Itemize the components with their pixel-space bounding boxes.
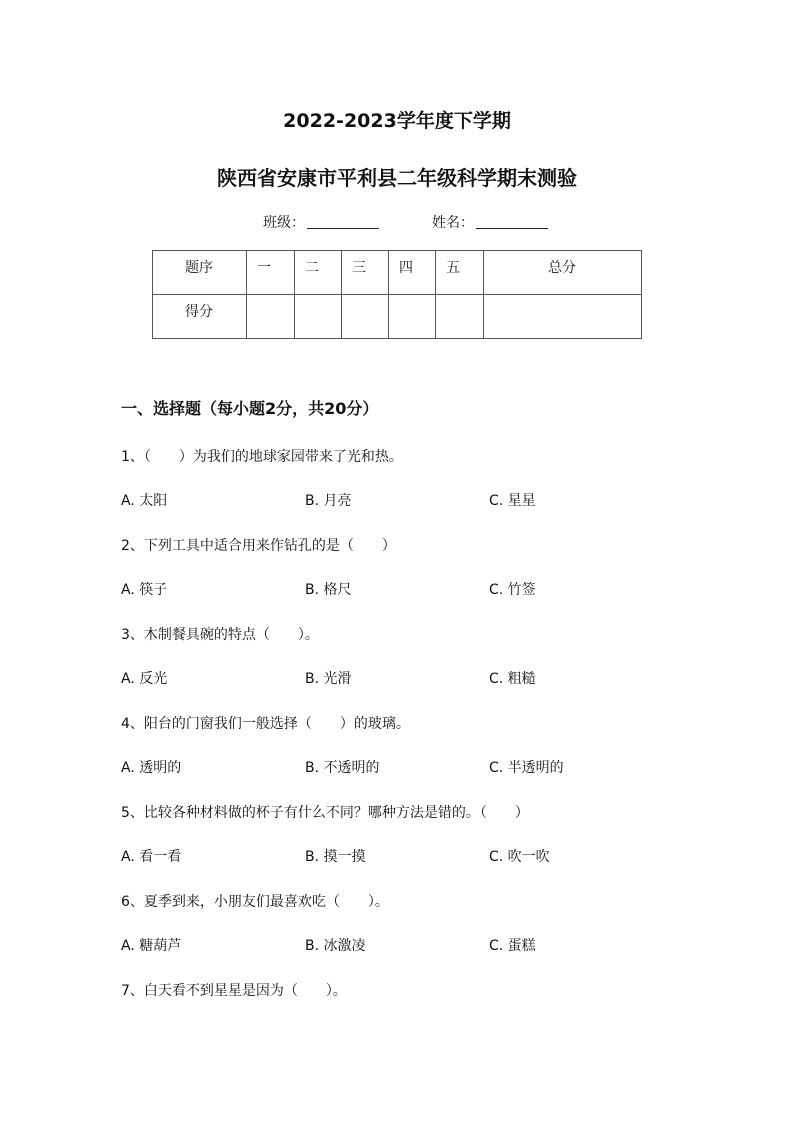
header-cell: 三 [342, 251, 389, 295]
header-cell: 一 [247, 251, 295, 295]
class-label: 班级： [263, 215, 305, 231]
question-text: 1、（ ）为我们的地球家园带来了光和热。 [121, 449, 403, 465]
option-a[interactable]: A. 透明的 [121, 760, 182, 776]
score-table-header-row [153, 251, 642, 295]
score-table-score-row [153, 295, 642, 339]
question-text: 7、白天看不到星星是因为（ ）。 [121, 983, 347, 999]
row-label-cell: 得分 [153, 295, 247, 339]
option-c[interactable]: C. 竹签 [489, 582, 536, 598]
option-c[interactable]: C. 粗糙 [489, 671, 536, 687]
option-c[interactable]: C. 蛋糕 [489, 938, 536, 954]
score-cell[interactable] [247, 295, 295, 339]
option-a[interactable]: A. 反光 [121, 671, 168, 687]
name-label: 姓名： [432, 215, 474, 231]
question-text: 5、比较各种材料做的杯子有什么不同？哪种方法是错的。（ ） [121, 805, 529, 821]
score-cell[interactable] [342, 295, 389, 339]
section-title: 一、选择题（每小题2分，共20分） [121, 399, 379, 418]
option-b[interactable]: B. 月亮 [305, 493, 352, 509]
name-field [432, 212, 548, 232]
exam-subtitle: 陕西省安康市平利县二年级科学期末测验 [217, 166, 577, 190]
option-a[interactable]: A. 看一看 [121, 849, 182, 865]
score-cell[interactable] [484, 295, 642, 339]
option-b[interactable]: B. 摸一摸 [305, 849, 366, 865]
score-cell[interactable] [389, 295, 436, 339]
option-c[interactable]: C. 半透明的 [489, 760, 564, 776]
score-table [152, 250, 642, 339]
option-b[interactable]: B. 格尺 [305, 582, 352, 598]
name-blank[interactable] [476, 214, 548, 229]
class-field [263, 212, 379, 232]
option-a[interactable]: A. 筷子 [121, 582, 168, 598]
class-blank[interactable] [307, 214, 379, 229]
option-b[interactable]: B. 不透明的 [305, 760, 380, 776]
option-c[interactable]: C. 星星 [489, 493, 536, 509]
option-a[interactable]: A. 糖葫芦 [121, 938, 182, 954]
header-cell: 总分 [484, 251, 642, 295]
header-cell: 题序 [153, 251, 247, 295]
question-text: 2、下列工具中适合用来作钻孔的是（ ） [121, 538, 396, 554]
score-cell[interactable] [295, 295, 342, 339]
header-cell: 五 [436, 251, 484, 295]
exam-title: 2022-2023学年度下学期 [283, 110, 511, 132]
question-text: 6、夏季到来，小朋友们最喜欢吃（ ）。 [121, 894, 389, 910]
header-cell: 二 [295, 251, 342, 295]
question-text: 4、阳台的门窗我们一般选择（ ）的玻璃。 [121, 716, 410, 732]
score-cell[interactable] [436, 295, 484, 339]
option-b[interactable]: B. 光滑 [305, 671, 352, 687]
option-b[interactable]: B. 冰激凌 [305, 938, 366, 954]
header-cell: 四 [389, 251, 436, 295]
option-a[interactable]: A. 太阳 [121, 493, 168, 509]
option-c[interactable]: C. 吹一吹 [489, 849, 550, 865]
question-text: 3、木制餐具碗的特点（ ）。 [121, 627, 319, 643]
